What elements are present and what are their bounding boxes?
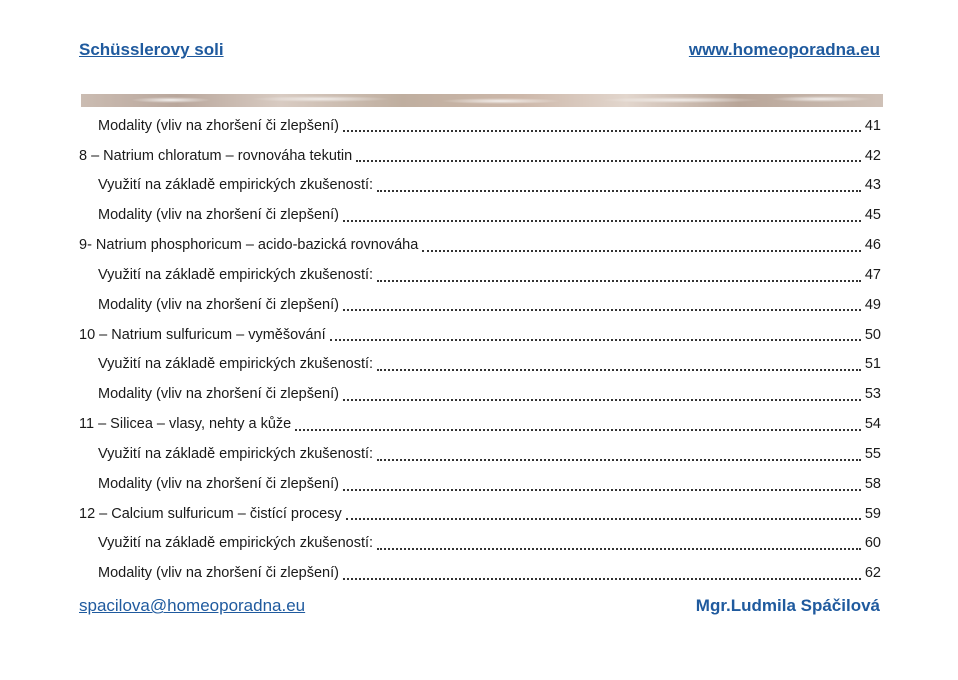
dot-leader	[343, 577, 861, 580]
toc-entry-title: 11 – Silicea – vlasy, nehty a kůže	[79, 416, 292, 433]
dot-leader	[377, 458, 861, 461]
website-link[interactable]: www.homeoporadna.eu	[688, 40, 880, 59]
toc-entry-title: Modality (vliv na zhoršení či zlepšení)	[98, 386, 339, 403]
dot-leader	[422, 249, 861, 252]
toc-entry-page-number: 43	[864, 177, 881, 194]
toc-entry-title: Využití na základě empirických zkušeností:	[98, 535, 374, 552]
page-header	[79, 40, 880, 60]
toc-entry-page-number: 60	[864, 535, 881, 552]
toc-entry-page-number: 42	[864, 147, 881, 164]
toc-entry-title: Modality (vliv na zhoršení či zlepšení)	[98, 296, 339, 313]
toc-entry-title: Využití na základě empirických zkušeností:	[98, 266, 374, 283]
dot-leader	[356, 159, 861, 162]
toc-entry-page-number: 55	[864, 445, 881, 462]
toc-entry-page-number: 46	[864, 237, 881, 254]
page-footer	[79, 596, 880, 616]
dot-leader	[377, 547, 861, 550]
dot-leader	[295, 428, 861, 431]
dot-leader	[330, 338, 861, 341]
toc-entry[interactable]	[79, 201, 881, 231]
toc-entry-title: Využití na základě empirických zkušeností:	[98, 445, 374, 462]
toc-entry[interactable]	[79, 111, 881, 141]
toc-entry-page-number: 62	[864, 565, 881, 582]
toc-entry[interactable]	[79, 290, 881, 320]
toc-entry-page-number: 47	[864, 266, 881, 283]
dot-leader	[343, 219, 861, 222]
toc-entry-title: Modality (vliv na zhoršení či zlepšení)	[98, 475, 339, 492]
dot-leader	[343, 488, 861, 491]
toc-entry[interactable]	[79, 469, 881, 499]
toc-entry-page-number: 54	[864, 416, 881, 433]
toc-entry[interactable]	[79, 439, 881, 469]
toc-entry-title: Modality (vliv na zhoršení či zlepšení)	[98, 207, 339, 224]
dot-leader	[377, 279, 861, 282]
decorative-banner	[81, 94, 883, 107]
email-link[interactable]: spacilova@homeoporadna.eu	[79, 596, 306, 615]
toc-entry-page-number: 51	[864, 356, 881, 373]
author-name: Mgr.Ludmila Spáčilová	[695, 596, 880, 615]
toc-entry[interactable]	[79, 320, 881, 350]
dot-leader	[346, 517, 861, 520]
toc-entry[interactable]	[79, 409, 881, 439]
table-of-contents	[79, 111, 881, 589]
toc-entry-page-number: 41	[864, 117, 881, 134]
toc-entry-title: 8 – Natrium chloratum – rovnováha tekutin	[79, 147, 353, 164]
site-title-link[interactable]: Schüsslerovy soli	[79, 40, 224, 59]
toc-entry-title: 10 – Natrium sulfuricum – vyměšování	[79, 326, 326, 343]
toc-entry-title: Využití na základě empirických zkušeností:	[98, 356, 374, 373]
dot-leader	[377, 368, 861, 371]
toc-entry[interactable]	[79, 350, 881, 380]
toc-entry[interactable]	[79, 230, 881, 260]
dot-leader	[343, 398, 861, 401]
dot-leader	[377, 189, 861, 192]
toc-entry[interactable]	[79, 141, 881, 171]
toc-entry[interactable]	[79, 499, 881, 529]
toc-entry[interactable]	[79, 380, 881, 410]
toc-entry-title: 9- Natrium phosphoricum – acido-bazická rovnováha	[79, 237, 419, 254]
dot-leader	[343, 129, 861, 132]
toc-entry[interactable]	[79, 171, 881, 201]
toc-entry-page-number: 45	[864, 207, 881, 224]
toc-entry-title: Využití na základě empirických zkušeností:	[98, 177, 374, 194]
toc-entry-page-number: 58	[864, 475, 881, 492]
toc-entry[interactable]	[79, 529, 881, 559]
dot-leader	[343, 308, 861, 311]
toc-entry[interactable]	[79, 559, 881, 589]
toc-entry-title: Modality (vliv na zhoršení či zlepšení)	[98, 117, 339, 134]
toc-entry[interactable]	[79, 260, 881, 290]
toc-entry-title: Modality (vliv na zhoršení či zlepšení)	[98, 565, 339, 582]
toc-entry-page-number: 53	[864, 386, 881, 403]
toc-entry-page-number: 49	[864, 296, 881, 313]
toc-entry-page-number: 50	[864, 326, 881, 343]
toc-entry-page-number: 59	[864, 505, 881, 522]
toc-entry-title: 12 – Calcium sulfuricum – čistící procesy	[79, 505, 342, 522]
